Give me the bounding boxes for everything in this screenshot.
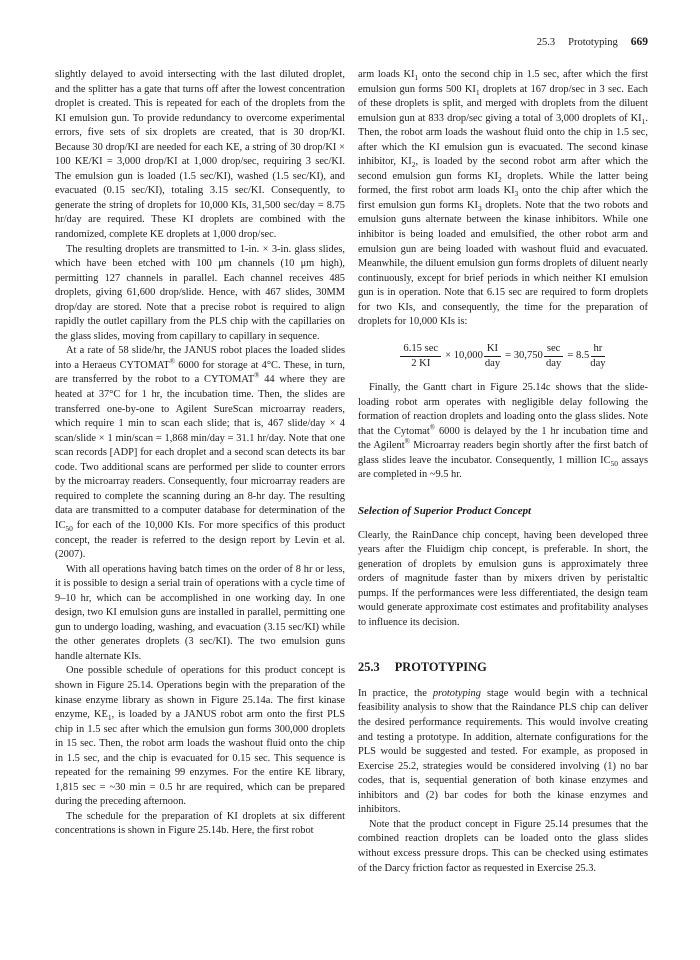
paragraph: With all operations having batch times on the order of 8 hr or less, it is possible to design a serial train of operations with a cycle time of 9–10 hr, which can be accomplished in one working day. In one design, two KI emulsion guns are installed in parallel, permitting one gun to undergo loading, washing, and evacuation (3.15 sec/KI) while the other generates droplets (3 sec/KI). The two emulsion guns handle alternate KIs. [55, 563, 345, 662]
equation-fraction [544, 343, 564, 370]
paragraph: arm loads $KI_1$ onto the second chip in 1.5 sec, after which the first emulsion gun forms 500 $KI_1$ droplets at 167 drop/sec in 3 sec. Each of these droplets is split, and merged with droplets from the diluent emulsion gun at 833 drop/sec giving a total of 3,000 droplets of $KI_1$. Then, the robot arm loads the washout fluid onto the chip in 1.5 sec, after which the KI emulsion gun is evacuated. The second kinase inhibitor, $KI_2$, is loaded by the second robot arm after which the second emulsion gun forms $KI_2$ droplets. While the latter being formed, the first robot arm loads $KI_3$ onto the chip after which the first emulsion gun forms $KI_3$ droplets. Note that the two robots and emulsion guns alternate between the kinase inhibitors. While one inhibitor is being loaded and emulsified, the other robot arm and emulsion gun are being loaded with washout fluid and evacuated. Meanwhile, the diluent emulsion gun forms droplets of diluent nearly continuously, except for brief periods in which neither KI emulsion gun is in operation. Note that 6.15 sec are required to form droplets for two KIs, and consequently, the time for the preparation of droplets for 10,000 KIs is: [358, 69, 648, 328]
paragraph: Finally, the Gantt chart in Figure 25.14c shows that the slide-loading robot arm operates with negligible delay following the formation of reaction droplets and loading onto the glass slides. Note that the Cytomat® 6000 is delayed by the 1 hr incubation time and the Agilent® Microarray readers begin shortly after the first batch of glass slides leave the incubator. Consequently, 1 million $IC_{50}$ assays are completed in ~9.5 hr. [358, 382, 649, 481]
paragraph: Clearly, the RainDance chip concept, having been developed three years after the Fluidigm chip concept, is preferable. In short, the generation of droplets by emulsion guns is approximately three orders of magnitude faster than by mixers driven by peristaltic pumps. If the performances were less differentiated, the design team would generate approximate cost estimates and profitability analyses to influence its decision. [358, 529, 648, 628]
equation-fraction [590, 343, 605, 370]
running-head-section-title: Prototyping [568, 37, 618, 48]
fraction-numerator: 6.15 sec [400, 343, 441, 357]
fraction-numerator: KI [484, 343, 501, 357]
section-heading-title: PROTOTYPING [394, 660, 487, 675]
fraction-denominator: day [590, 358, 606, 370]
paragraph: Note that the product concept in Figure 25.14 presumes that the combined reaction droplets can be loaded onto the glass slides without excess pressure drops. This can be checked using estimates of the Darcy friction factor as requested in Exercise 25.3. [358, 818, 648, 874]
fraction-numerator: hr [591, 343, 606, 357]
left-column [55, 68, 345, 876]
fraction-denominator: 2 KI [411, 358, 431, 370]
fraction-denominator: day [545, 358, 562, 370]
right-column [358, 68, 648, 876]
section-heading-number: 25.3 [358, 660, 380, 675]
equation-operator: = 8.5 [567, 350, 590, 362]
paragraph: The resulting droplets are transmitted to 1-in. × 3-in. glass slides, which have been etched with 100 μm channels (10 μm high), permitting 127 channels in parallel. Each channel receives 485 droplets, giving 61,600 drop/slide. Hence, with 467 slides, 30MM drop/day are stored. Note that a precise robot is required to align rapidly the outlet capillary from the PLS chip with the capillaries on the glass slides, moving from capillary to capillary in sequence. [55, 243, 345, 342]
subsection-heading: Selection of Superior Product Concept [358, 505, 532, 518]
two-column-body [55, 68, 648, 876]
paragraph: One possible schedule of operations for this product concept is shown in Figure 25.14. Operations begin with the preparation of the kinase enzyme library as shown in Figure 25.14a. The first kinase enzyme, $KE_1$, is loaded by a JANUS robot arm onto the first PLS chip in 1.5 sec after which the emulsion gun forms 300,000 droplets in 15 sec. Then, the robot arm loads the washout fluid onto the chip in 1.5 sec, and the chip is evacuated for 0.15 sec. This sequence is repeated for the remaining 99 enzymes. For the entire KE library, 1,815 sec = ~30 min = 0.5 hr are required, which can be prepared during the preceding afternoon. [55, 665, 345, 808]
fraction-numerator: sec [544, 343, 564, 357]
paragraph: The schedule for the preparation of KI droplets at six different concentrations is shown in Figure 25.14b. Here, the first robot [55, 810, 345, 837]
fraction-denominator: day [484, 358, 501, 370]
paragraph: slightly delayed to avoid intersecting with the last diluted droplet, and the splitter has a gate that turns off after the lowest concentration droplet is created. This is repeated for each of the droplets from the KI emulsion gun. To provide redundancy to overcome experimental errors, five sets of six droplets are created, that is 30 drop/KI. Because 30 drop/KI are needed for each KE, a string of 30 drop/KI × 100 KE/KI = 3,000 drop/KI at 1,000 drop/sec, requiring 3 sec/KI. The emulsion gun is loaded (1.5 sec/KI), washed (1.5 sec/KI), and evacuated (0.15 sec/KI), totaling 3.15 sec/KI. Consequently, to generate the string of droplets for 10,000 KIs, 31,500 sec/day = 8.75 hr/day are required. These KI droplets are combined with the randomized, complete KE droplets at 1,000 drop/sec. [55, 69, 345, 241]
section-heading [358, 660, 648, 675]
running-head-section-number: 25.3 [536, 37, 556, 48]
equation-fraction [484, 343, 501, 370]
paragraph: In practice, the prototyping stage would begin with a technical feasibility analysis to show that the Raindance PLS chip can deliver the desired performance requirements. This would involve creating and testing a prototype. In addition, alternate configurations for the PLS would be suggested and tested. For example, as proposed in Exercise 25.2, strategies would be considered involving (1) no bar codes, that is, sequential generation of both kinase enzymes and inhibitors and (2) bar codes for both the kinase enzymes and inhibitors. [358, 687, 648, 816]
paragraph: At a rate of 58 slide/hr, the JANUS robot places the loaded slides into a Heraeus CYTOMAT® 6000 for storage at 4°C. These, in turn, are transferred by the robot to a CYTOMAT® 44 where they are heated at 37°C for 1 hr, the incubation time. Then, the slides are transferred one-by-one to Agilent SureScan microarray readers, which require 1 min to scan each slide; that is, 467 slide/day × 4 scan/slide × 1 min/scan = 1,868 min/day = 31.1 hr/day. Note that one scan records [ADP] for each droplet and a second scan detects its bar code. Two additional scans are performed per slide to counter errors by the microarray readers. Consequently, four microarray readers are required to complete the scanning during an 8-hr day. The resulting data are transmitted to a computer database for determination of the $IC_{50}$ for each of the 10,000 KIs. For more specifics of this product concept, the reader is referred to the design report by Levin et al. (2007). [55, 345, 345, 561]
equation-operator: = 30,750 [505, 350, 543, 362]
page-number: 669 [630, 36, 648, 48]
display-equation [358, 343, 648, 370]
equation-fraction [400, 343, 441, 370]
equation-operator: × 10,000 [445, 350, 483, 362]
running-head [537, 36, 648, 48]
